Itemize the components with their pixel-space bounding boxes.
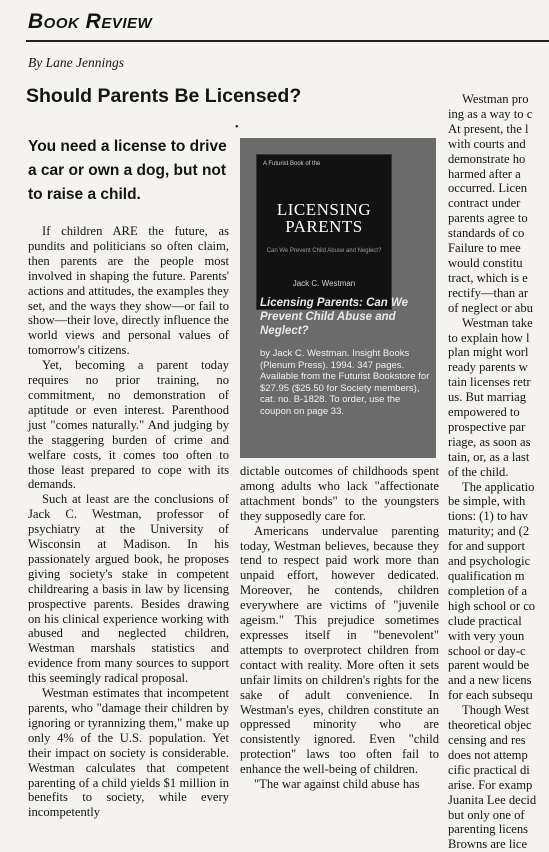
text-line: high school or co <box>448 598 536 613</box>
text-line: of neglect or abu <box>448 300 533 315</box>
paragraph <box>448 703 549 852</box>
text-line: but only one of <box>448 807 525 822</box>
text-line: and psychologic <box>448 554 531 569</box>
paragraph <box>448 92 549 316</box>
text-line: rectify—than ar <box>448 285 529 300</box>
text-line: Westman pro <box>462 92 529 106</box>
text-line: The applicatio <box>462 479 535 494</box>
byline: By Lane Jennings <box>28 55 124 70</box>
text-line: for each subsequ <box>448 688 533 703</box>
text-line: tain licenses retr <box>448 375 531 390</box>
text-line: does not attemp <box>448 747 528 762</box>
text-line: and a new licens <box>448 673 532 688</box>
text-line: completion of a <box>448 583 528 598</box>
text-line: demonstrate ho <box>448 151 526 166</box>
cover-title-line: LICENSING <box>276 200 372 219</box>
text-line: Browns are lice <box>448 837 528 852</box>
text-line: Juanita Lee decid <box>448 792 537 807</box>
text-line: parents agree to <box>448 211 528 226</box>
paragraph: dictable outcomes of childhoods spent among adults who lack "affectionate attachment bonds" to the youngsters they supposedly care for. <box>240 464 439 523</box>
text-line: plan might worl <box>448 345 529 360</box>
paragraph: "The war against child abuse has <box>254 777 420 792</box>
text-line: maturity; and (2 <box>448 524 530 539</box>
text-line: with courts and <box>448 136 526 151</box>
bullet-mark: • <box>235 122 239 133</box>
paragraph: Americans undervalue parenting today, Westman believes, because they tend to respect paid work more than unpaid effort, however dedicated. Moreover, he contends, children everywhere are victims of "juvenile ageism." This prejudice sometimes expresses itself in "benevolent" attempts to overprotect children from contact with reality. More often it sets unfair limits on children's rights for the sake of adult convenience. In Westman's eyes, children constitute an oppressed minority who are consistently ignored. Even "child protection" laws too often fail to enhance the well-being of children. <box>240 523 439 777</box>
cover-title <box>257 201 391 235</box>
text-line: Though West <box>462 703 529 718</box>
column-3 <box>448 92 549 852</box>
cover-subtitle: Can We Prevent Child Abuse and Neglect? <box>266 248 382 254</box>
paragraph: If children ARE the future, as pundits and politicians so often claim, then parents are the people most involved in shaping the future. Parents' actions and attitudes, the examples they set, and the ways they show—or fail to show—their love, directly influence the world views and personal values of tomorrow's citizens. <box>28 224 229 358</box>
paragraph: Such at least are the conclusions of Jack C. Westman, professor of psychiatry at the University of Wisconsin at Madison. In his passionately argued book, he proposes giving society's stake in competent childrearing a basis in law by licensing prospective parents. Besides drawing on his clinical experience working with abused and neglected children, Westman marshals statistics and evidence from many sources to support this seemingly radical proposal. <box>28 492 229 686</box>
article-deck: You need a license to drive a car or own a dog, but not to raise a child. <box>28 138 227 203</box>
column-2 <box>240 464 439 792</box>
paragraph <box>448 316 549 480</box>
text-line: to explain how l <box>448 330 530 345</box>
paragraph: Westman estimates that incompetent parents, who "damage their children by ignoring or tyrannizing them," make up only 4% of the U.S. population. Yet their impact on society is considerable. Westman calculates that competent parenting of a child yields $1 million in benefits to society, while every incompetently <box>28 686 229 820</box>
book-cover-image <box>256 154 392 310</box>
text-line: of the child. <box>448 464 509 479</box>
cover-top-text: A Futurist Book of the <box>263 161 321 167</box>
text-line: contract under <box>448 196 521 211</box>
text-line: qualification m <box>448 569 525 583</box>
text-line: ing as a way to c <box>448 106 533 121</box>
text-line: school or day-c <box>448 643 526 658</box>
text-line: us. But marriag <box>448 390 526 405</box>
paragraph <box>448 480 549 704</box>
book-info-sidebar <box>240 138 436 458</box>
text-line: cific practical di <box>448 762 530 777</box>
article-headline: Should Parents Be Licensed? <box>26 85 302 107</box>
text-line: riage, as soon as <box>448 434 531 449</box>
text-line: standards of co <box>448 226 525 241</box>
text-line: be simple, with <box>448 494 526 509</box>
text-line: with very youn <box>448 628 525 643</box>
text-line: ready parents w <box>448 360 528 375</box>
text-line: harmed after a <box>448 166 521 181</box>
text-line: parent would be <box>448 658 530 673</box>
cover-title-line: PARENTS <box>285 217 363 236</box>
text-line: would constitu <box>448 255 523 270</box>
text-line: for and support <box>448 539 525 554</box>
text-line: tract, which is e <box>448 270 528 285</box>
paragraph: Yet, becoming a parent today requires no prior training, no commitment, no demonstration of aptitude or even interest. Parenthood just "comes naturally." And judging by the staggering burden of crime and welfare costs, it comes too often to those least prepared to cope with its demands. <box>28 358 229 492</box>
text-line: tain, or, as a last <box>448 449 530 464</box>
text-line: empowered to <box>448 405 520 420</box>
text-line: theoretical objec <box>448 718 532 733</box>
text-line: Westman take <box>462 315 533 330</box>
text-line: arise. For examp <box>448 777 533 792</box>
text-line: censing and res <box>448 732 526 747</box>
text-line: prospective par <box>448 419 526 434</box>
text-line: At present, the l <box>448 121 529 136</box>
text-line: tions: (1) to hav <box>448 509 529 524</box>
text-line: clude practical <box>448 613 522 628</box>
book-title: Licensing Parents: Can We Prevent Child Abuse and Neglect? <box>260 297 409 337</box>
column-1 <box>28 224 229 820</box>
text-line: parenting licens <box>448 822 529 837</box>
section-label: Book Review <box>28 10 153 33</box>
text-line: occurred. Licen <box>448 181 528 196</box>
cover-author: Jack C. Westman <box>292 279 356 288</box>
book-details: by Jack C. Westman. Insight Books (Plenum Press). 1994. 347 pages. Available from the Futurist Bookstore for $27.95 ($25.50 for Society members), cat. no. B-1828. To order, use the coupon on page 33. <box>260 348 430 417</box>
text-line: Failure to mee <box>448 241 521 256</box>
header-rule <box>26 40 549 42</box>
